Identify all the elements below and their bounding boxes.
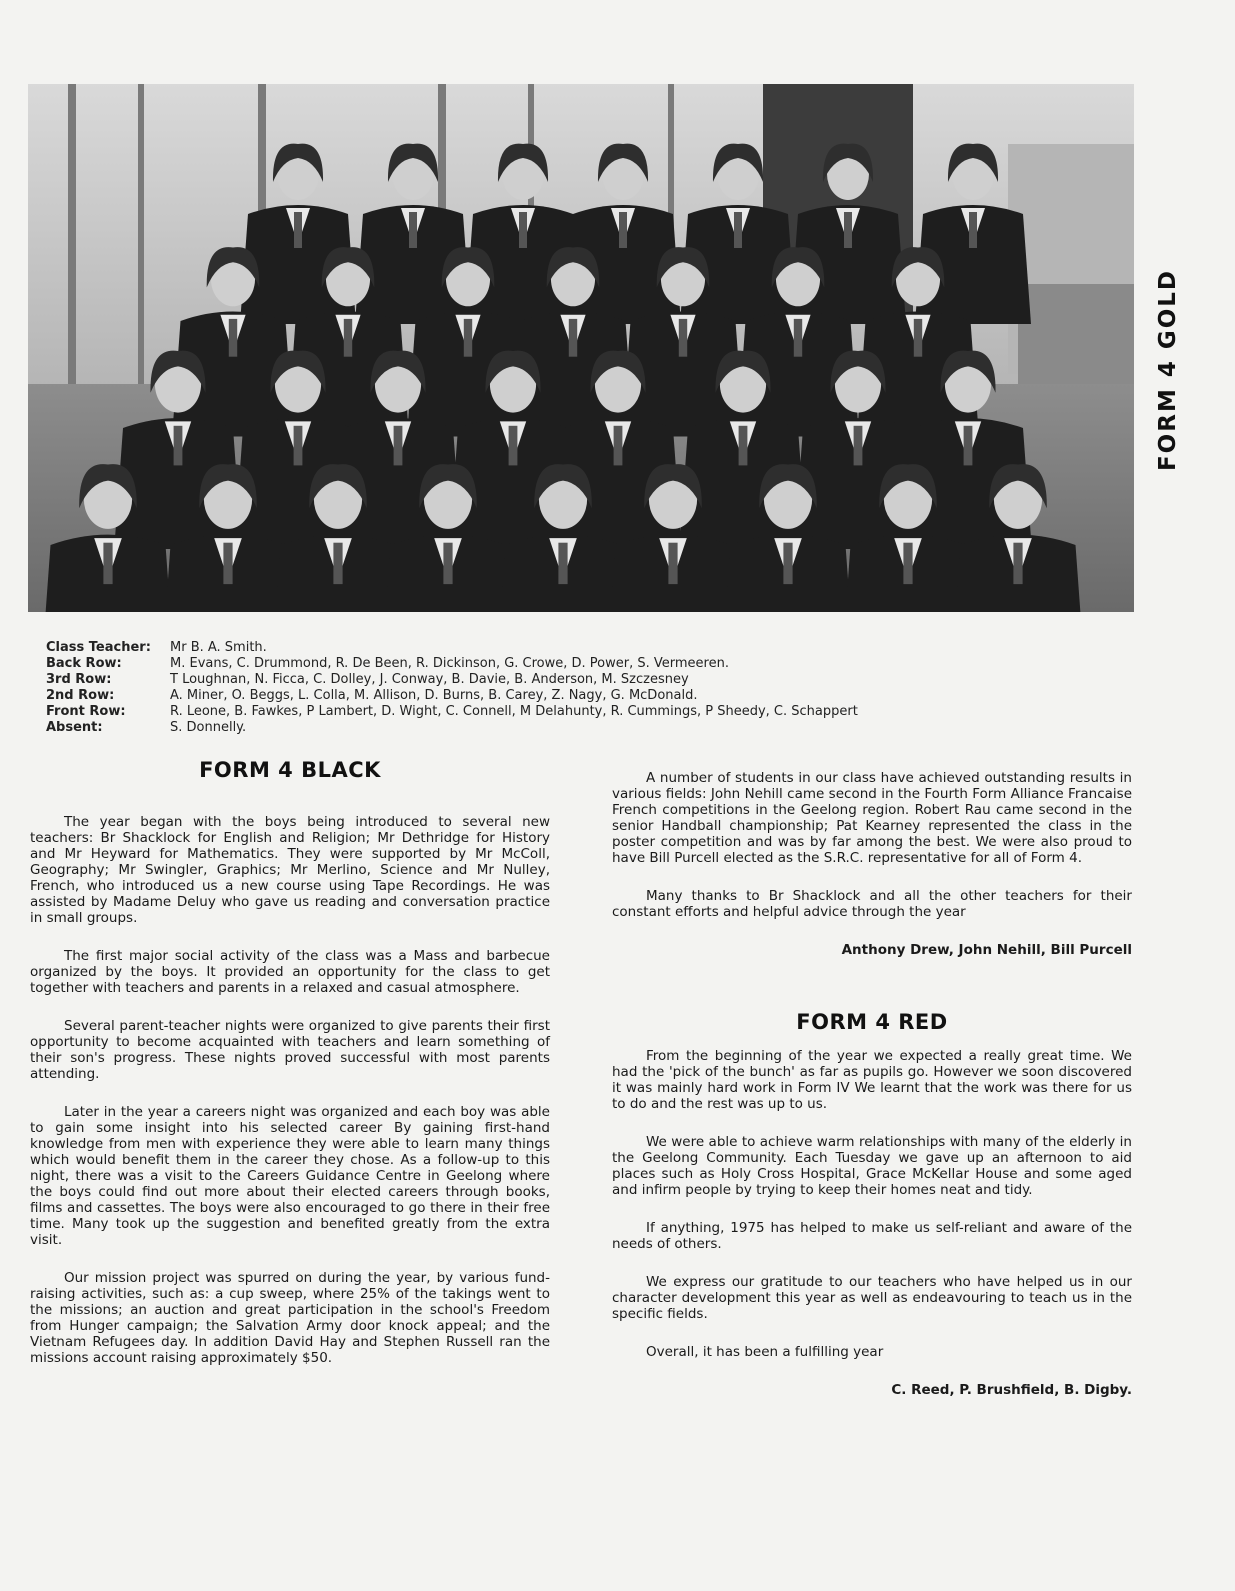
caption-label: Back Row: bbox=[46, 656, 122, 671]
caption-label: 3rd Row: bbox=[46, 672, 112, 687]
caption-label: Absent: bbox=[46, 720, 103, 735]
article-paragraph: We express our gratitude to our teachers who have helped us in our character development this year as well as endeavouring to teach us in the specific fields. bbox=[612, 1274, 1132, 1322]
photo-caption bbox=[46, 640, 1126, 736]
caption-value: R. Leone, B. Fawkes, P Lambert, D. Wight, C. Connell, M Delahunty, R. Cummings, P Sheedy, C. Schappert bbox=[170, 704, 858, 719]
article-paragraph: Several parent-teacher nights were organized to give parents their first opportunity to become acquainted with teachers and learn something of their son's progress. These nights proved successful with most parents attending. bbox=[30, 1018, 550, 1082]
caption-row-2nd bbox=[46, 688, 1126, 704]
caption-row-teacher bbox=[46, 640, 1126, 656]
article-paragraph: Many thanks to Br Shacklock and all the other teachers for their constant efforts and helpful advice through the year bbox=[612, 888, 1132, 920]
class-photo-image bbox=[28, 84, 1134, 612]
caption-row-absent bbox=[46, 720, 1126, 736]
class-photo bbox=[28, 84, 1134, 612]
article-paragraph: A number of students in our class have achieved outstanding results in various fields: John Nehill came second in the Fourth Form Alliance Francaise French competitions in the Geelong region. Robert Rau came second in the senior Handball championship; Pat Kearney represented the class in the poster competition and was by far among the best. We were also proud to have Bill Purcell elected as the S.R.C. representative for all of Form 4. bbox=[612, 770, 1132, 866]
caption-label: Front Row: bbox=[46, 704, 126, 719]
caption-label: Class Teacher: bbox=[46, 640, 151, 655]
caption-value: S. Donnelly. bbox=[170, 720, 247, 735]
caption-label: 2nd Row: bbox=[46, 688, 115, 703]
article-paragraph: Our mission project was spurred on during the year, by various fund-raising activities, such as: a cup sweep, where 25% of the takings went to the missions; an auction and great participation in the school's Freedom from Hunger campaign; the Salvation Army door knock appeal; and the Vietnam Refugees day. In addition David Hay and Stephen Russell ran the missions account raising approximately $50. bbox=[30, 1270, 550, 1366]
form-4-red-authors: C. Reed, P. Brushfield, B. Digby. bbox=[891, 1382, 1132, 1398]
form-4-red-title: FORM 4 RED bbox=[796, 1010, 948, 1034]
right-column bbox=[612, 770, 1132, 1398]
article-paragraph: We were able to achieve warm relationships with many of the elderly in the Geelong Community. Each Tuesday we gave up an afternoon to aid places such as Holy Cross Hospital, Grace McKellar House and some aged and infirm people by trying to keep their homes neat and tidy. bbox=[612, 1134, 1132, 1198]
article-paragraph: If anything, 1975 has helped to make us self-reliant and aware of the needs of others. bbox=[612, 1220, 1132, 1252]
article-paragraph: The first major social activity of the class was a Mass and barbecue organized by the boys. It provided an opportunity for the class to get together with teachers and parents in a relaxed and casual atmosphere. bbox=[30, 948, 550, 996]
caption-row-back bbox=[46, 656, 1126, 672]
article-paragraph: Overall, it has been a fulfilling year bbox=[646, 1344, 884, 1360]
caption-value: Mr B. A. Smith. bbox=[170, 640, 267, 655]
form-4-black-title: FORM 4 BLACK bbox=[199, 758, 381, 782]
article-paragraph: Later in the year a careers night was organized and each boy was able to gain some insight into his selected career By gaining first-hand knowledge from men with experience they were able to learn many things which would benefit them in the career they chose. As a follow-up to this night, there was a visit to the Careers Guidance Centre in Geelong where the boys could find out more about their elected careers through books, films and cassettes. The boys were also encouraged to go there in their free time. Many took up the suggestion and benefited greatly from the extra visit. bbox=[30, 1104, 550, 1248]
form-4-black-authors: Anthony Drew, John Nehill, Bill Purcell bbox=[841, 942, 1132, 958]
caption-value: T Loughnan, N. Ficca, C. Dolley, J. Conway, B. Davie, B. Anderson, M. Szczesney bbox=[170, 672, 689, 687]
caption-value: A. Miner, O. Beggs, L. Colla, M. Allison, D. Burns, B. Carey, Z. Nagy, G. McDonald. bbox=[170, 688, 698, 703]
side-label-form-4-gold: FORM 4 GOLD bbox=[1155, 268, 1181, 472]
article-paragraph: From the beginning of the year we expected a really great time. We had the 'pick of the bunch' as far as pupils go. However we soon discovered it was mainly hard work in Form IV We learnt that the work was there for us to do and the rest was up to us. bbox=[612, 1048, 1132, 1112]
form-4-black-article bbox=[30, 758, 550, 1366]
caption-value: M. Evans, C. Drummond, R. De Been, R. Dickinson, G. Crowe, D. Power, S. Vermeeren. bbox=[170, 656, 729, 671]
caption-row-front bbox=[46, 704, 1126, 720]
caption-row-3rd bbox=[46, 672, 1126, 688]
article-paragraph: The year began with the boys being introduced to several new teachers: Br Shacklock for English and Religion; Mr Dethridge for History and Mr Heyward for Mathematics. They were supported by Mr McColl, Geography; Mr Swingler, Graphics; Mr Merlino, Science and Mr Nulley, French, who introduced us a new course using Tape Recordings. He was assisted by Madame Deluy who gave us reading and conversation practice in small groups. bbox=[30, 814, 550, 926]
